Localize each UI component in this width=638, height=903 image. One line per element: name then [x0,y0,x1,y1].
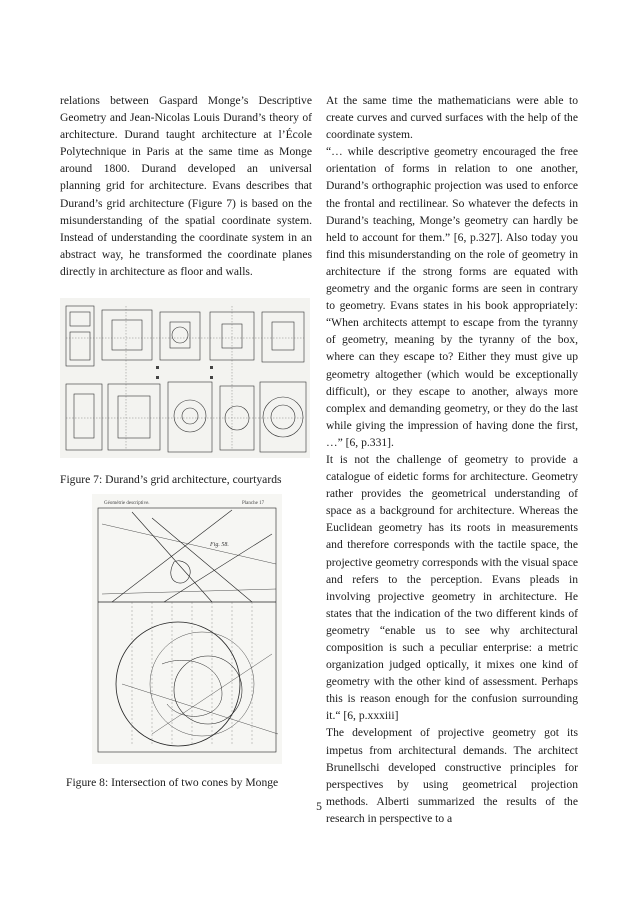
figure-8-caption: Figure 8: Intersection of two cones by Monge [66,776,279,789]
paragraph-mathematicians: At the same time the mathematicians were able to create curves and curved surfaces with the help of the coordinate system. [326,94,578,142]
paragraph-brunelleschi: The development of projective geometry got its impetus from architectural demands. The architect Brunellschi developed constructive principles for perspectives by using geometrical projection methods. Alberti summarized the results of the research in perspective to a [326,726,578,825]
plate-header-left: Géométrie descriptive. [104,501,150,506]
figure-7-image [60,298,310,458]
page-number: 5 [316,800,322,813]
durand-grid-plans-drawing [60,298,310,458]
paragraph-evans-quote: “… while descriptive geometry encouraged the free orientation of forms in relation to one another, Durand’s orthographic projection was used to enforce the frontal and rectilinear. So whatever the defects in Durand’s teaching, Monge’s geometry can hardly be held to account for them.” [6, p.327]. Also today you find this misunderstanding on the role of geometry in architecture if the strong forms are equated with geometry and the organic forms are seen in contrary to geometry. Evans states in his book appropriately: “When architects attempt to escape from the tyranny of geometry, meaning by the tyranny of the box, where can they escape to? Either they must give up geometry altogether (which would be exceptionally difficult), or they escape to another, always more complex and demanding geometry, or they do the last while giving the impression of having done the first, …” [6, p.331]. [326,145,578,449]
plate-header-right: Planche 17 [242,501,265,506]
left-column-text [60,92,312,280]
paragraph-durand: relations between Gaspard Monge’s Descriptive Geometry and Jean-Nicolas Louis Durand’s theory of architecture. Durand taught architecture at l’École Polytechnique in Paris at the same time as Monge around 1800. Durand developed an universal planning grid for architecture. Evans describes that Durand’s grid architecture (Figure 7) is based on the misunderstanding of the spatial coordinate system. Instead of understanding the coordinate system in an abstract way, he transformed the coordinate planes directly in architecture as floor and walls. [60,94,312,278]
right-column-text [326,92,578,827]
paragraph-projective-geometry: It is not the challenge of geometry to provide a catalogue of eidetic forms for architecture. Geometry rather provides the geometrical understanding of space as a background for architecture. Whereas the Euclidean geometry has its roots in measurements and therefore corresponds with the tactile space, the projective geometry corresponds with the visual space and refers to the perception. Evans pleads in involving projective geometry in architecture. He states that the indication of the two different kinds of geometry “enable us to see why architectural composition is such a peculiar enterprise: a metric organization judged optically, it mixes one kind of geometry with the other kind of assessment. Perhaps this is reason enough for the confusion surrounding it.“ [6, p.xxxiii] [326,452,578,723]
figure-label: Fig. 58. [210,542,229,548]
monge-cones-drawing [92,494,282,764]
figure-8-image [92,494,282,764]
figure-7-caption: Figure 7: Durand’s grid architecture, courtyards [60,473,282,486]
